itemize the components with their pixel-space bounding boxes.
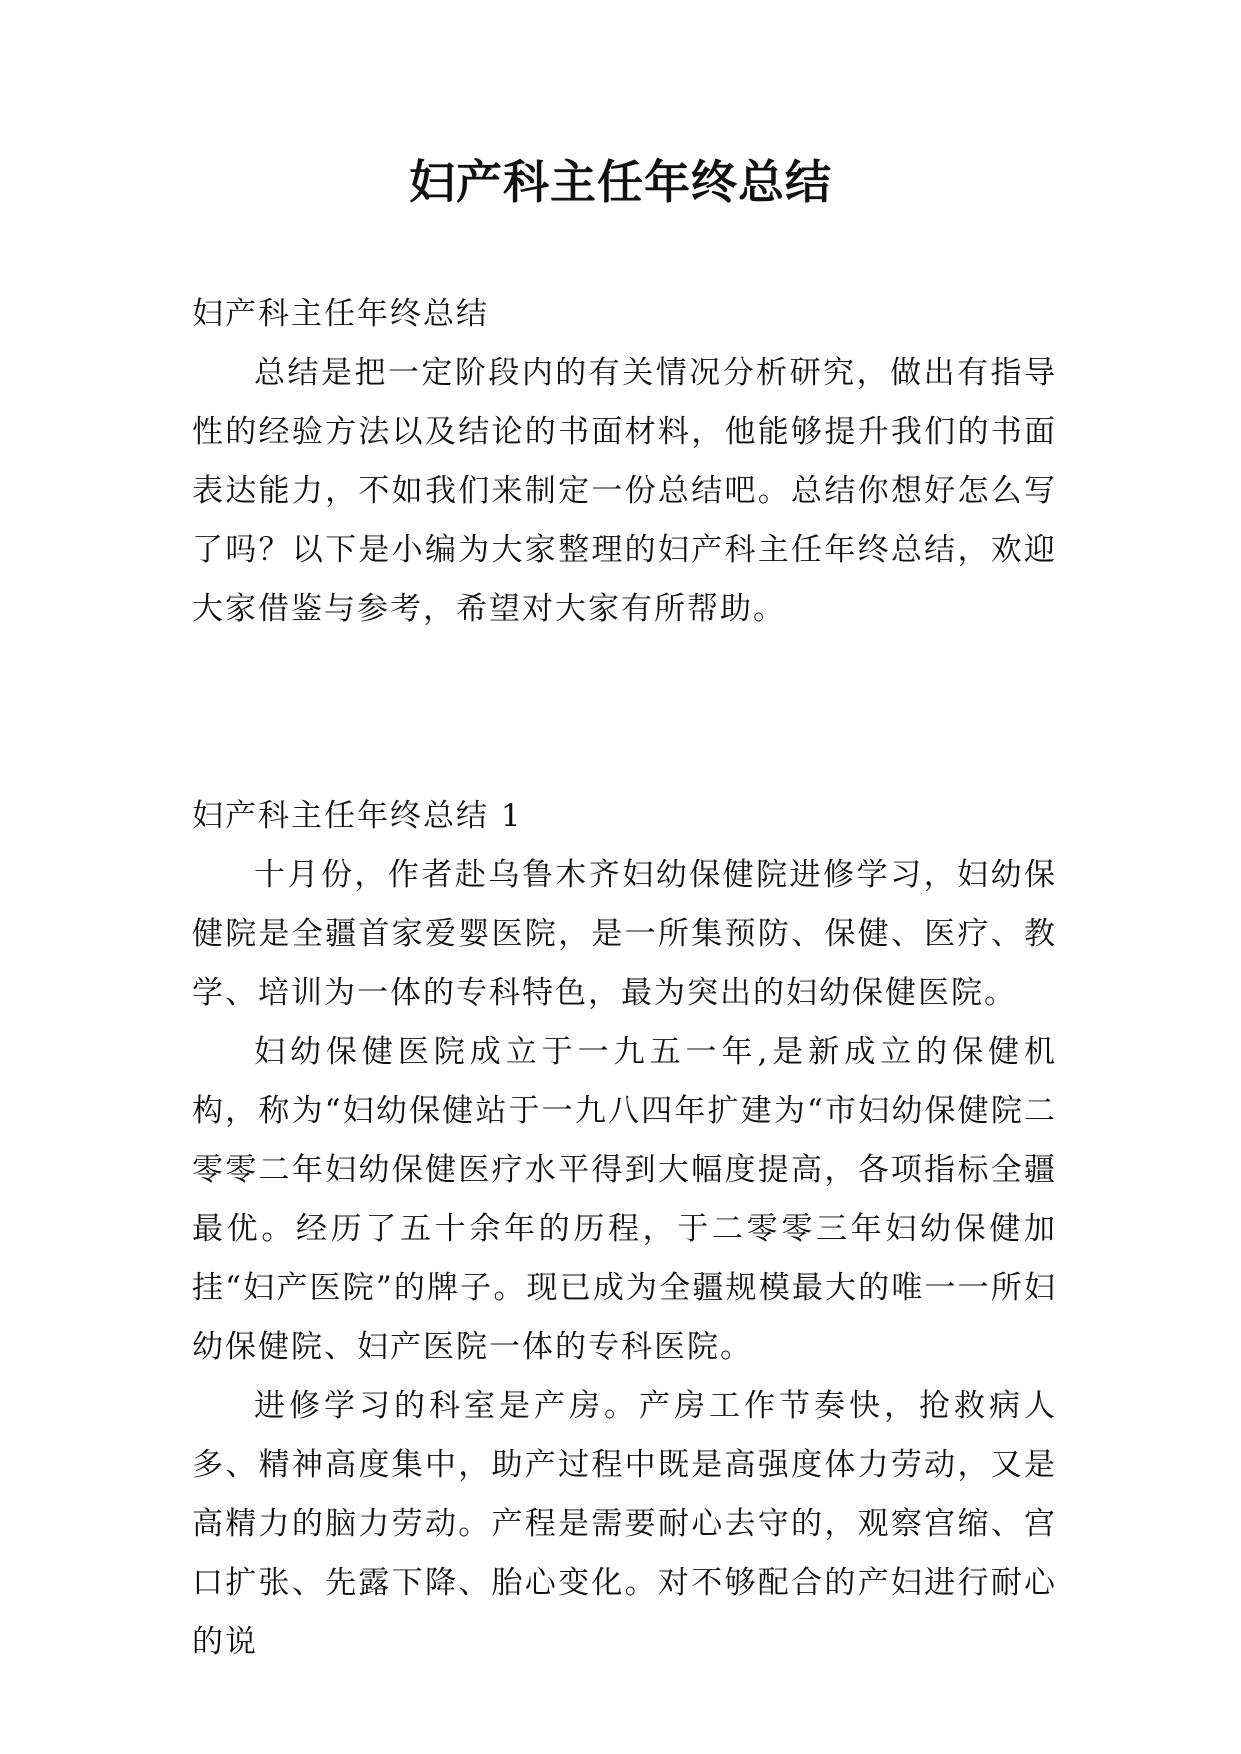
- intro-paragraph: 总结是把一定阶段内的有关情况分析研究，做出有指导性的经验方法以及结论的书面材料，他能够提升我们的书面表达能力，不如我们来制定一份总结吧。总结你想好怎么写了吗？以下是小编为大家整理的妇产科主任年终总结，欢迎大家借鉴与参考，希望对大家有所帮助。: [192, 355, 1057, 627]
- body-paragraph: 妇幼保健医院成立于一九五一年,是新成立的保健机构，称为“妇幼保健站于一九八四年扩建为“市妇幼保健院二零零二年妇幼保健医疗水平得到大幅度提高，各项指标全疆最优。经历了五十余年的历程，于二零零三年妇幼保健加挂“妇产医院”的牌子。现已成为全疆规模最大的唯一一所妇幼保健院、妇产医院一体的专科医院。: [192, 1034, 1057, 1365]
- body-paragraph: 进修学习的科室是产房。产房工作节奏快，抢救病人多、精神高度集中，助产过程中既是高强度体力劳动，又是高精力的脑力劳动。产程是需要耐心去守的，观察宫缩、宫口扩张、先露下降、胎心变化。对不够配合的产妇进行耐心的说: [192, 1388, 1057, 1660]
- section-spacer: [192, 639, 1057, 787]
- document-subtitle: 妇产科主任年终总结: [192, 296, 489, 332]
- section-heading: 妇产科主任年终总结 1: [192, 798, 523, 834]
- document-title: 妇产科主任年终总结: [409, 155, 832, 209]
- body-paragraph: 十月份，作者赴乌鲁木齐妇幼保健院进修学习，妇幼保健院是全疆首家爱婴医院，是一所集预防、保健、医疗、教学、培训为一体的专科特色，最为突出的妇幼保健医院。: [192, 857, 1057, 1011]
- document-body: [192, 285, 1057, 1672]
